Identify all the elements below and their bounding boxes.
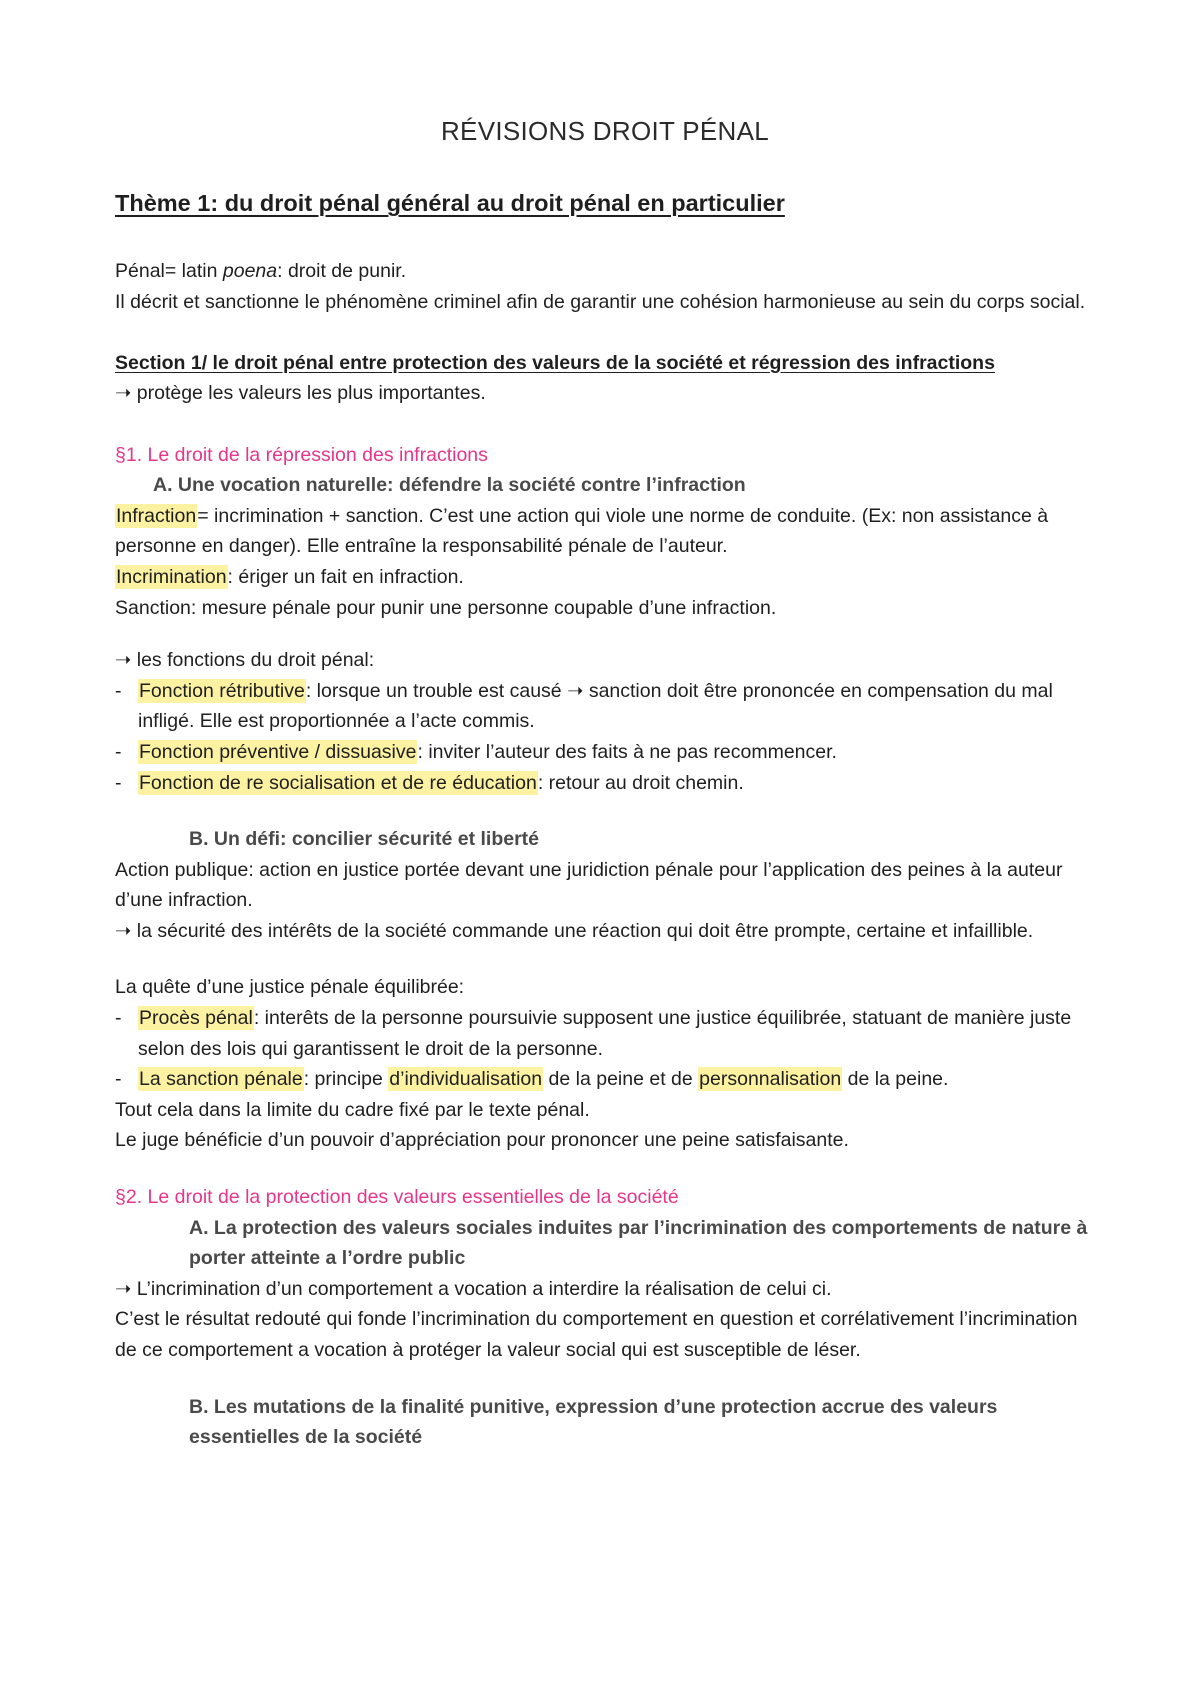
theme-heading: Thème 1: du droit pénal général au droit pénal en particulier bbox=[115, 190, 785, 216]
subheading-1a: A. Une vocation naturelle: défendre la société contre l’infraction bbox=[153, 474, 746, 497]
document-title: RÉVISIONS DROIT PÉNAL bbox=[440, 116, 769, 146]
paragraph-2-heading: §2. Le droit de la protection des valeurs essentielles de la société bbox=[115, 1186, 679, 1209]
section-1-arrow: ➝ protège les valeurs les plus importantes. bbox=[115, 382, 486, 405]
subheading-2a: A. La protection des valeurs sociales induites par l’incrimination des comportements de nature à porter atteinte a l’ordre public bbox=[189, 1216, 1088, 1270]
juge-line: Le juge bénéficie d’un pouvoir d’appréciation pour prononcer une peine satisfaisante. bbox=[115, 1129, 849, 1152]
incrimination-arrow: ➝ L’incrimination d’un comportement a vocation a interdire la réalisation de celui ci. bbox=[115, 1277, 832, 1300]
definition-sanction: Sanction: mesure pénale pour punir une personne coupable d’une infraction. bbox=[115, 596, 777, 619]
list-item: - Fonction rétributive: lorsque un trouble est causé ➝ sanction doit être prononcée en compensation du mal infligé. Elle est proportionnée a l’acte commis. bbox=[115, 679, 1053, 733]
securite-line: ➝ la sécurité des intérêts de la société commande une réaction qui doit être prompte, certaine et infaillible. bbox=[115, 919, 1034, 942]
intro-line-2: Il décrit et sanctionne le phénomène criminel afin de garantir une cohésion harmonieuse au sein du corps social. bbox=[115, 290, 1086, 313]
definition-infraction: Infraction= incrimination + sanction. C’est une action qui viole une norme de conduite. (Ex: non assistance à personne en danger). Elle entraîne la responsabilité pénale de l’auteur. bbox=[115, 504, 1049, 558]
list-item: - La sanction pénale: principe d’individualisation de la peine et de personnalisation de la peine. bbox=[115, 1068, 949, 1091]
subheading-2b: B. Les mutations de la finalité punitive, expression d’une protection accrue des valeurs essentielles de la société bbox=[189, 1395, 998, 1449]
list-item: - Fonction préventive / dissuasive: inviter l’auteur des faits à ne pas recommencer. bbox=[115, 740, 837, 763]
limite-line: Tout cela dans la limite du cadre fixé par le texte pénal. bbox=[115, 1098, 590, 1121]
list-item: - Fonction de re socialisation et de re éducation: retour au droit chemin. bbox=[115, 771, 744, 794]
definition-incrimination: Incrimination: ériger un fait en infraction. bbox=[116, 565, 464, 588]
fonctions-intro: ➝ les fonctions du droit pénal: bbox=[115, 649, 375, 672]
document-body bbox=[115, 256, 1100, 1453]
resultat-paragraph: C’est le résultat redouté qui fonde l’incrimination du comportement en question et corrélativement l’incrimination de ce comportement a vocation à protéger la valeur social qui est susceptible de léser. bbox=[115, 1308, 1078, 1361]
section-1-heading: Section 1/ le droit pénal entre protection des valeurs de la société et régression des infractions bbox=[115, 351, 995, 374]
paragraph-1-heading: §1. Le droit de la répression des infractions bbox=[115, 443, 488, 466]
subheading-1b: B. Un défi: concilier sécurité et liberté bbox=[189, 828, 540, 851]
action-publique: Action publique: action en justice portée devant une juridiction pénale pour l’application des peines à la auteur d’une infraction. bbox=[115, 858, 1063, 912]
quete-line: La quête d’une justice pénale équilibrée: bbox=[115, 976, 465, 999]
intro-line-1: Pénal= latin poena: droit de punir. bbox=[115, 260, 407, 282]
list-item: - Procès pénal: interêts de la personne poursuivie supposent une justice équilibrée, statuant de manière juste selon des lois qui garantissent le droit de la personne. bbox=[115, 1007, 1072, 1060]
